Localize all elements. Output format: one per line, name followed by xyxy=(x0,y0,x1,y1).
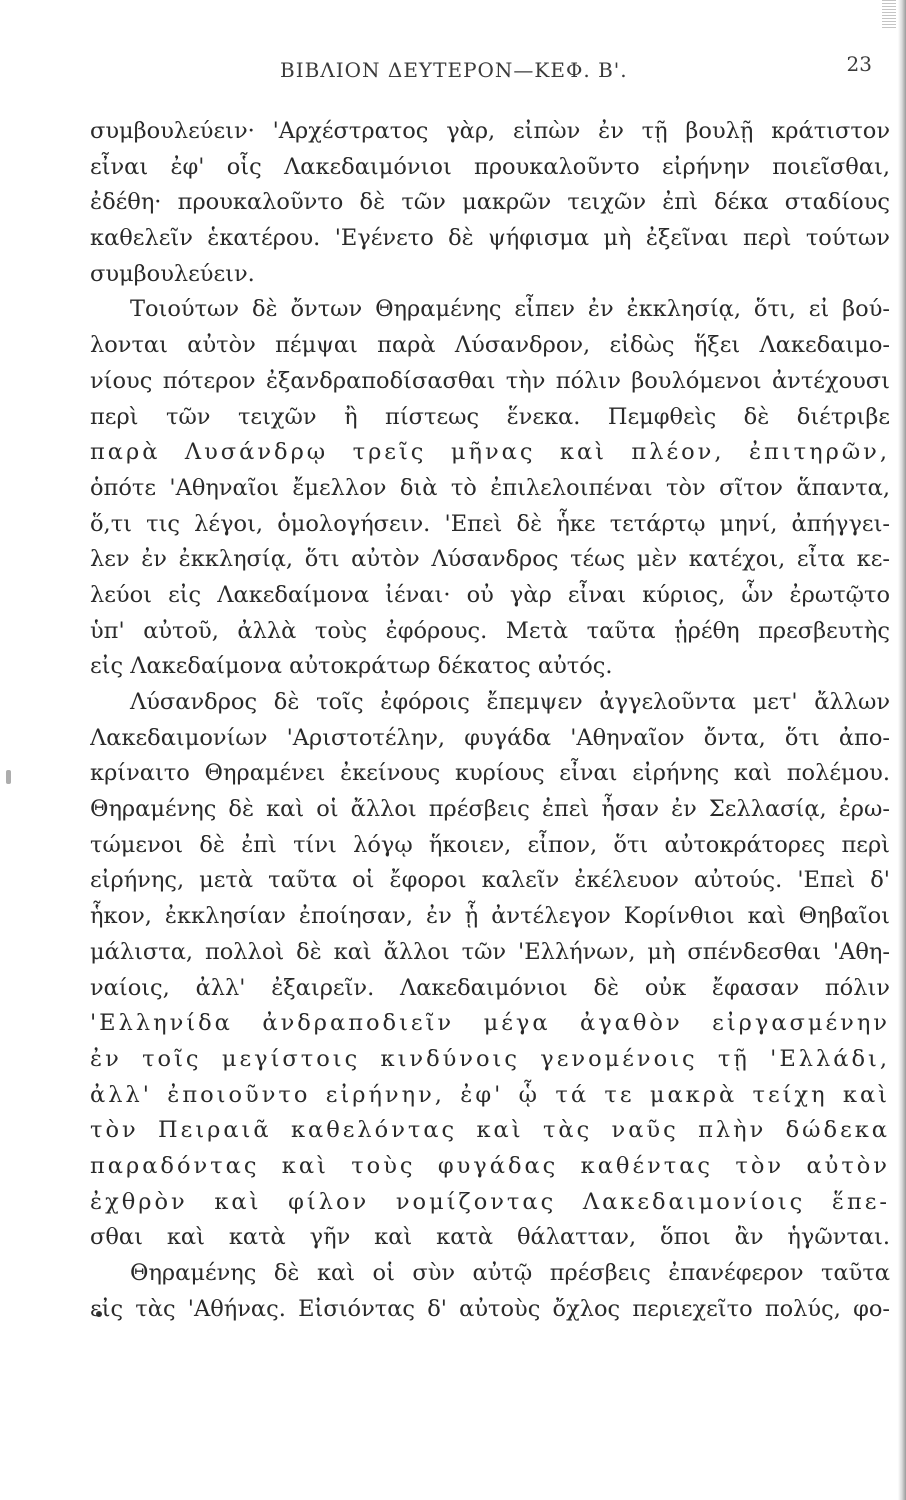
text-line: ἐχθρὸν καὶ φίλον νομίζοντας Λακεδαιμονίοις ἕπε- xyxy=(90,1188,890,1215)
text-line: καθελεῖν ἑκατέρου. 'Εγένετο δὲ ψήφισμα μὴ ἐξεῖναι περὶ τούτων xyxy=(90,225,890,252)
text-line: λεύοι εἰς Λακεδαίμονα ἰέναι· οὐ γὰρ εἶναι κύριος, ὧν ἐρωτῷτο xyxy=(90,581,890,608)
text-line: κρίναιτο Θηραμένει ἐκείνους κυρίους εἶναι εἰρήνης καὶ πολέμου. xyxy=(90,760,890,787)
text-line: ἀλλ' ἐποιοῦντο εἰρήνην, ἐφ' ᾧ τά τε μακρὰ τείχη καὶ xyxy=(90,1081,890,1108)
text-line: εἰρήνης, μετὰ ταῦτα οἱ ἔφοροι καλεῖν ἐκέλευον αὐτούς. 'Επεὶ δ' xyxy=(90,867,890,894)
text-line: συμβουλεύειν. xyxy=(90,260,255,287)
text-line: παραδόντας καὶ τοὺς φυγάδας καθέντας τὸν αὐτὸν xyxy=(90,1152,890,1179)
text-line: μάλιστα, πολλοὶ δὲ καὶ ἄλλοι τῶν 'Ελλήνων, μὴ σπένδεσθαι 'Αθη- xyxy=(90,938,890,965)
page-number: 23 xyxy=(846,52,872,76)
text-line: Θηραμένης δὲ καὶ οἱ σὺν αὐτῷ πρέσβεις ἐπανέφερον ταῦτα xyxy=(130,1260,890,1286)
text-line: ἧκον, ἐκκλησίαν ἐποίησαν, ἐν ᾗ ἀντέλεγον Κορίνθιοι καὶ Θηβαῖοι xyxy=(90,903,890,930)
text-line: λεν ἐν ἐκκλησίᾳ, ὅτι αὐτὸν Λύσανδρος τέως μὲν κατέχοι, εἶτα κε- xyxy=(90,546,890,573)
text-line: σθαι καὶ κατὰ γῆν καὶ κατὰ θάλατταν, ὅποι ἂν ἡγῶνται. xyxy=(90,1224,890,1251)
text-line: Λύσανδρος δὲ τοῖς ἐφόροις ἔπεμψεν ἀγγελοῦντα μετ' ἄλλων xyxy=(130,689,890,715)
text-line: ἐδέθη· προυκαλοῦντο δὲ τῶν μακρῶν τειχῶν ἐπὶ δέκα σταδίους xyxy=(90,189,890,216)
scan-edge-mark xyxy=(882,0,896,30)
text-line: εἰς τὰς 'Αθήνας. Εἰσιόντας δ' αὐτοὺς ὄχλος περιεχεῖτο πολύς, φο- xyxy=(90,1295,890,1322)
text-line: Λακεδαιμονίων 'Αριστοτέλην, φυγάδα 'Αθηναῖον ὄντα, ὅτι ἀπο- xyxy=(90,724,890,751)
text-line: συμβουλεύειν· 'Αρχέστρατος γὰρ, εἰπὼν ἐν τῇ βουλῇ κράτιστον xyxy=(90,118,890,144)
text-line: 'Ελληνίδα ἀνδραποδιεῖν μέγα ἀγαθὸν εἰργασμένην xyxy=(90,1010,890,1037)
text-line: τὸν Πειραιᾶ καθελόντας καὶ τὰς ναῦς πλὴν δώδεκα xyxy=(90,1117,890,1144)
text-line: ὁπότε 'Αθηναῖοι ἔμελλον διὰ τὸ ἐπιλελοιπέναι τὸν σῖτον ἅπαντα, xyxy=(90,474,890,501)
text-line: ὅ,τι τις λέγοι, ὁμολογήσειν. 'Επεὶ δὲ ἧκε τετάρτῳ μηνί, ἀπήγγει- xyxy=(90,510,890,537)
text-line: εἶναι ἐφ' οἷς Λακεδαιμόνιοι προυκαλοῦντο εἰρήνην ποιεῖσθαι, xyxy=(90,153,890,180)
margin-mark xyxy=(6,770,11,784)
text-line: Θηραμένης δὲ καὶ οἱ ἄλλοι πρέσβεις ἐπεὶ ἦσαν ἐν Σελλασίᾳ, ἐρω- xyxy=(90,796,890,823)
text-line: λονται αὐτὸν πέμψαι παρὰ Λύσανδρον, εἰδὼς ἥξει Λακεδαιμο- xyxy=(90,332,890,359)
text-line: εἰς Λακεδαίμονα αὐτοκράτωρ δέκατος αὐτός. xyxy=(90,653,613,680)
text-line: παρὰ Λυσάνδρῳ τρεῖς μῆνας καὶ πλέον, ἐπιτηρῶν, xyxy=(90,439,890,466)
text-line: περὶ τῶν τειχῶν ἢ πίστεως ἕνεκα. Πεμφθεὶς δὲ διέτριβε xyxy=(90,403,890,430)
text-line: τώμενοι δὲ ἐπὶ τίνι λόγῳ ἥκοιεν, εἶπον, ὅτι αὐτοκράτορες περὶ xyxy=(90,831,890,858)
running-header: ΒΙΒΛΙΟΝ ΔΕΥΤΕΡΟΝ—ΚΕΦ. Β'. xyxy=(280,58,628,82)
text-line: ἐν τοῖς μεγίστοις κινδύνοις γενομένοις τῇ 'Ελλάδι, xyxy=(90,1045,890,1072)
page-edge-shadow xyxy=(898,0,906,1500)
text-line: ναίοις, ἀλλ' ἐξαιρεῖν. Λακεδαιμόνιοι δὲ οὐκ ἔφασαν πόλιν xyxy=(90,974,890,1001)
body-text xyxy=(90,114,890,1327)
text-line: ὑπ' αὐτοῦ, ἀλλὰ τοὺς ἐφόρους. Μετὰ ταῦτα ᾑρέθη πρεσβευτὴς xyxy=(90,617,890,644)
text-line: νίους πότερον ἐξανδραποδίσασθαι τὴν πόλιν βουλόμενοι ἀντέχουσι xyxy=(90,367,890,394)
text-line: Τοιούτων δὲ ὄντων Θηραμένης εἶπεν ἐν ἐκκλησίᾳ, ὅτι, εἰ βού- xyxy=(130,296,890,323)
